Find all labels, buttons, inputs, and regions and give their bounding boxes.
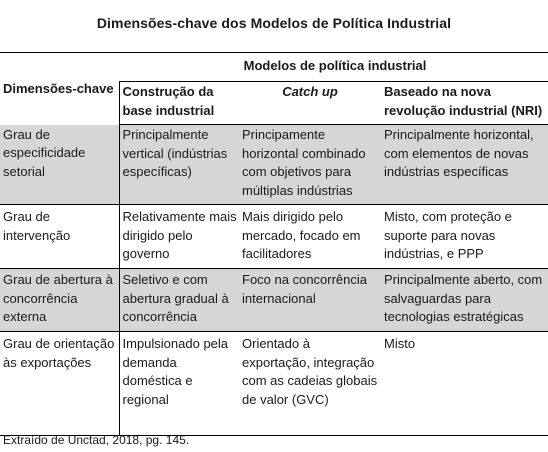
table-row — [0, 332, 548, 436]
header-column-nri: Baseado na nova revolução industrial (NRI) — [381, 82, 548, 125]
table-cell: Orientado à exportação, integração com as cadeias globais de valor (GVC) — [239, 332, 381, 436]
table-cell: Principalmente horizontal, com elementos de novas indústrias específicas — [381, 125, 548, 205]
table-cell: Mais dirigido pelo mercado, focado em facilitadores — [239, 205, 381, 269]
table-cell: Seletivo e com abertura gradual à concorrência — [119, 269, 239, 332]
table-cell: Principamente horizontal combinado com objetivos para múltiplas indústrias — [239, 125, 381, 205]
row-dimension-label: Grau de orientação às exportações — [0, 332, 119, 436]
source-note: Extraído de Unctad, 2018, pg. 145. — [3, 433, 190, 447]
header-key-dimensions: Dimensões-chave — [0, 53, 119, 125]
table-cell: Impulsionado pela demanda doméstica e regional — [119, 332, 239, 436]
table-cell: Foco na concorrência internacional — [239, 269, 381, 332]
header-column-industrial-base: Construção da base industrial — [119, 82, 239, 125]
row-dimension-label: Grau de abertura à concorrência externa — [0, 269, 119, 332]
row-dimension-label: Grau de especificidade setorial — [0, 125, 119, 205]
table-title: Dimensões-chave dos Modelos de Política Industrial — [96, 15, 452, 31]
table-cell: Relativamente mais dirigido pelo governo — [119, 205, 239, 269]
row-dimension-label: Grau de intervenção — [0, 205, 119, 269]
header-column-catch-up: Catch up — [239, 82, 381, 125]
table-cell: Principalmente vertical (indústrias específicas) — [119, 125, 239, 205]
industrial-policy-table — [0, 52, 548, 436]
table-cell: Misto, com proteção e suporte para novas indústrias, e PPP — [381, 205, 548, 269]
table-row — [0, 125, 548, 205]
header-policy-models: Modelos de política industrial — [119, 53, 548, 82]
table-cell: Misto — [381, 332, 548, 436]
table-row — [0, 205, 548, 269]
table-row — [0, 269, 548, 332]
table-cell: Principalmente aberto, com salvaguardas para tecnologias estratégicas — [381, 269, 548, 332]
